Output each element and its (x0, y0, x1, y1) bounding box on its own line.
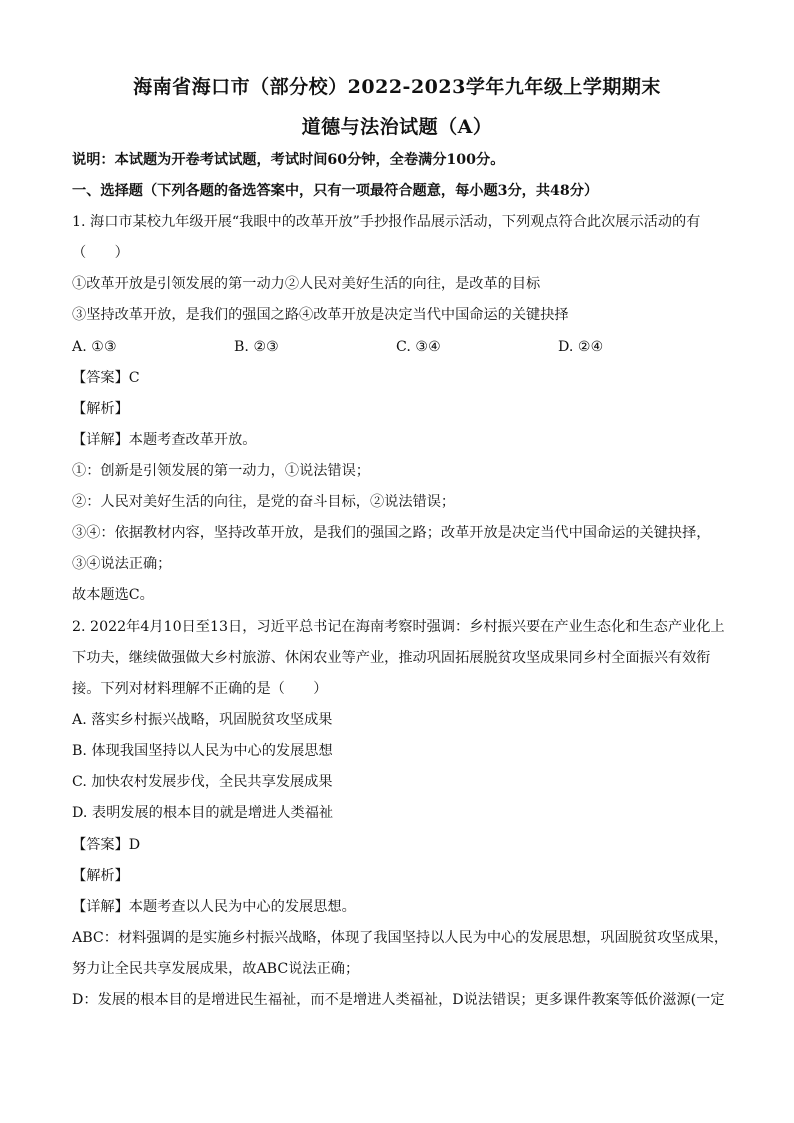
q2-answer: 【答案】D (72, 837, 141, 853)
q2-explanation-2-line1: D：发展的根本目的是增进民生福祉，而不是增进人类福祉，D说法错误；更多课件教案等低价滋源(一定 (72, 992, 725, 1008)
section-heading: 一、选择题（下列各题的备选答案中，只有一项最符合题意，每小题3分，共48分） (72, 183, 599, 199)
q2-stem-line3: 接。下列对材料理解不正确的是（ ） (72, 681, 328, 697)
q2-option-a: A. 落实乡村振兴战略，巩固脱贫攻坚成果 (72, 712, 333, 728)
q2-analysis-label: 【解析】 (72, 868, 129, 884)
document-title-line2: 道德与法治试题（A） (301, 116, 493, 138)
q2-stem-line2: 下功夫，继续做强做大乡村旅游、休闲农业等产业，推动巩固拓展脱贫攻坚成果同乡村全面振兴有效衔 (72, 650, 711, 666)
q1-detail: 【详解】本题考查改革开放。 (72, 432, 257, 448)
q1-explanation-3-line2: ③④说法正确； (72, 556, 172, 572)
q1-explanation-3-line1: ③④：依据教材内容，坚持改革开放，是我们的强国之路；改革开放是决定当代中国命运的关键抉择， (72, 525, 711, 541)
q1-statements-line1: ①改革开放是引领发展的第一动力②人民对美好生活的向往，是改革的目标 (72, 276, 541, 292)
q1-option-d: D. ②④ (558, 339, 604, 355)
q1-option-c: C. ③④ (396, 339, 441, 355)
q2-explanation-1-line2: 努力让全民共享发展成果，故ABC说法正确； (72, 961, 360, 977)
q1-conclusion: 故本题选C。 (72, 587, 154, 603)
q1-analysis-label: 【解析】 (72, 401, 129, 417)
q2-option-d: D. 表明发展的根本目的就是增进人类福祉 (72, 805, 334, 821)
q2-stem-line1: 2. 2022年4月10日至13日，习近平总书记在海南考察时强调：乡村振兴要在产业生态化和生态产业化上 (72, 619, 725, 635)
q2-detail: 【详解】本题考查以人民为中心的发展思想。 (72, 899, 356, 915)
document-title-line1: 海南省海口市（部分校）2022-2023学年九年级上学期期末 (133, 76, 661, 98)
q1-stem-line1: 1. 海口市某校九年级开展“我眼中的改革开放”手抄报作品展示活动，下列观点符合此次展示活动的有 (72, 214, 701, 230)
q2-option-b: B. 体现我国坚持以人民为中心的发展思想 (72, 743, 333, 759)
q2-explanation-1-line1: ABC：材料强调的是实施乡村振兴战略，体现了我国坚持以人民为中心的发展思想，巩固脱贫攻坚成果， (72, 930, 729, 946)
q2-option-c: C. 加快农村发展步伐，全民共享发展成果 (72, 774, 333, 790)
q1-answer: 【答案】C (72, 370, 140, 386)
q1-explanation-2: ②：人民对美好生活的向往，是党的奋斗目标，②说法错误； (72, 494, 456, 510)
exam-instructions: 说明：本试题为开卷考试试题，考试时间60分钟，全卷满分100分。 (72, 152, 505, 168)
q1-statements-line2: ③坚持改革开放，是我们的强国之路④改革开放是决定当代中国命运的关键抉择 (72, 307, 569, 323)
q1-stem-line2: （ ） (72, 245, 129, 261)
q1-option-a: A. ①③ (72, 339, 117, 355)
q1-explanation-1: ①：创新是引领发展的第一动力，①说法错误； (72, 463, 370, 479)
q1-option-b: B. ②③ (234, 339, 279, 355)
